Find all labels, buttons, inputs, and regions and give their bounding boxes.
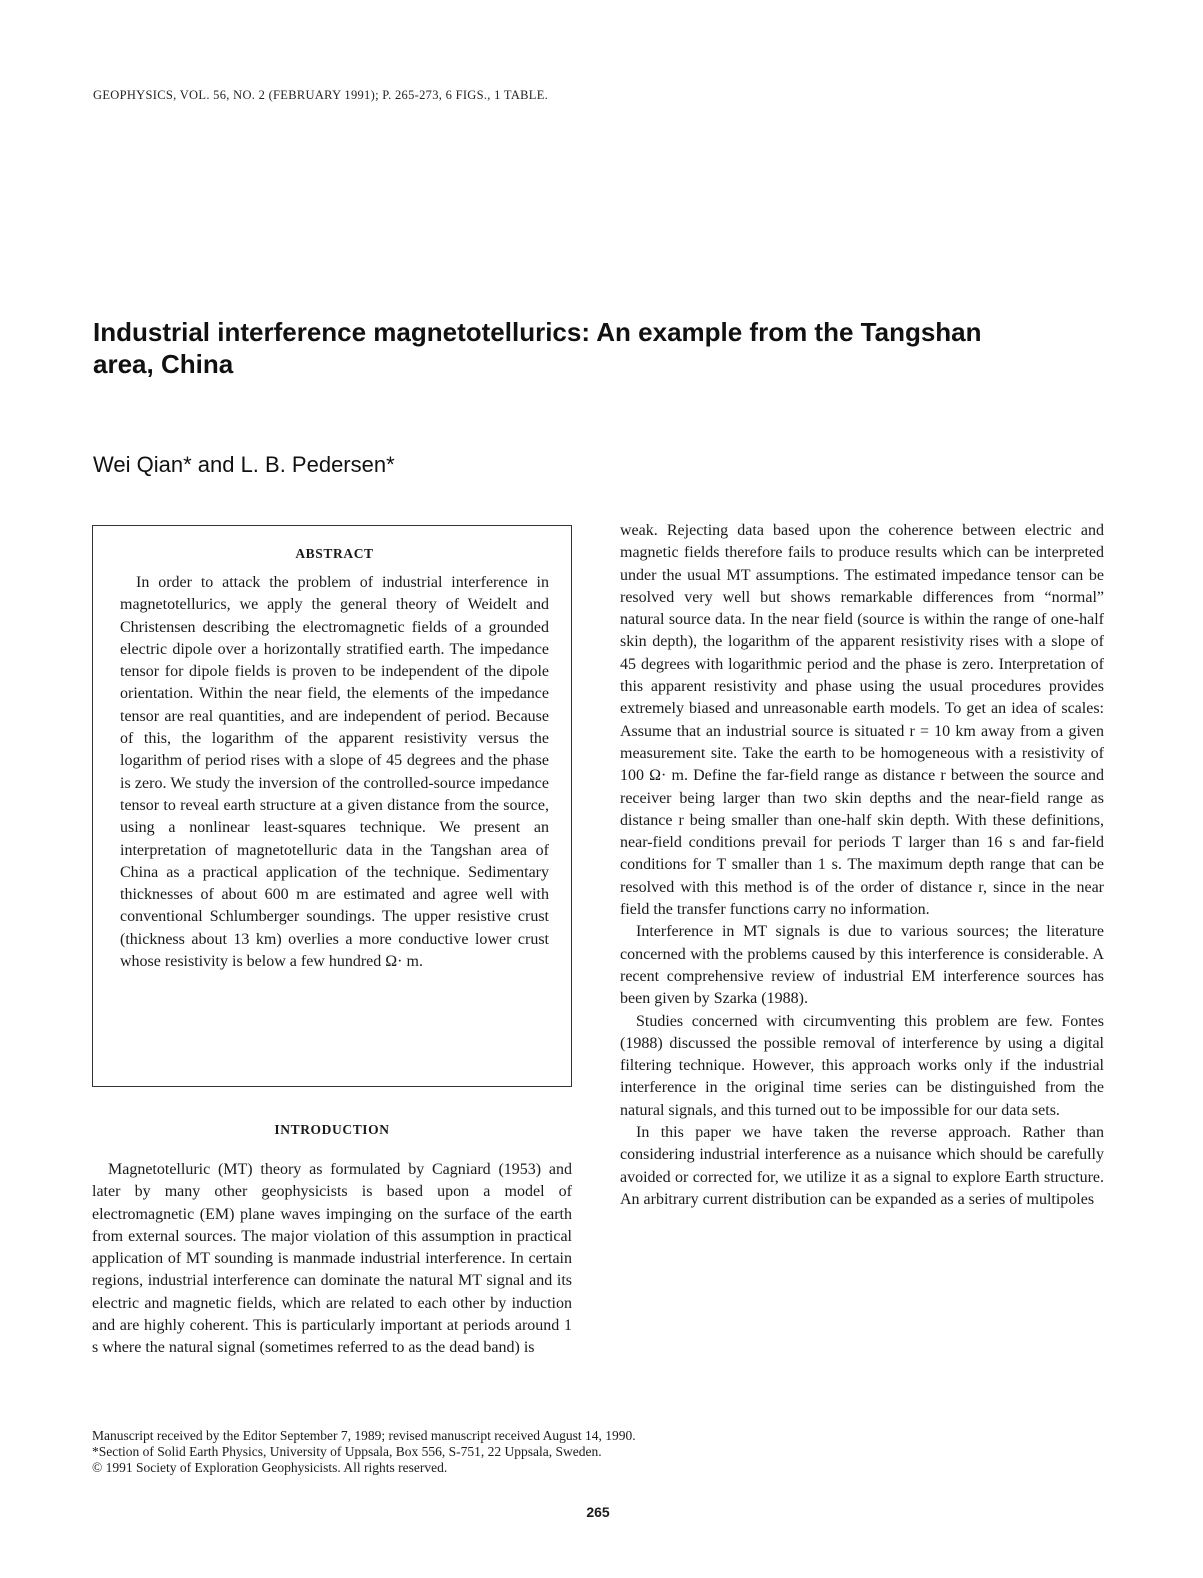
abstract-heading: ABSTRACT [295,546,374,561]
footnote-received: Manuscript received by the Editor September 7, 1989; revised manuscript received August 14, 1990. [92,1428,636,1443]
page-number: 265 [586,1504,610,1520]
author-line: Wei Qian* and L. B. Pedersen* [93,452,395,477]
abstract-text: In order to attack the problem of industrial interference in magnetotellurics, we apply the general theory of Weidelt and Christensen describing the electromagnetic fields of a grounded electric dipole over a horizontally stratified earth. The impedance tensor for dipole fields is proven to be independent of the dipole orientation. Within the near field, the elements of the impedance tensor are real quantities, and are independent of period. Because of this, the logarithm of the apparent resistivity versus the logarithm of period rises with a slope of 45 degrees and the phase is zero. We study the inversion of the controlled-source impedance tensor to reveal earth structure at a given distance from the source, using a nonlinear least-squares technique. We present an interpretation of magnetotelluric data in the Tangshan area of China as a practical application of the technique. Sedimentary thicknesses of about 600 m are estimated and agree well with conventional Schlumberger soundings. The upper resistive crust (thickness about 13 km) overlies a more conductive lower crust whose resistivity is below a few hundred Ω· m. [120,574,549,971]
footnote-copyright: © 1991 Society of Exploration Geophysicists. All rights reserved. [92,1460,448,1475]
right-column [620,520,1104,1211]
running-head: GEOPHYSICS, VOL. 56, NO. 2 (FEBRUARY 1991); P. 265-273, 6 FIGS., 1 TABLE. [93,88,549,102]
body-paragraph: weak. Rejecting data based upon the coherence between electric and magnetic fields therefore fails to produce results which can be interpreted under the usual MT assumptions. The estimated impedance tensor can be resolved very well but shows remarkable differences from “normal” natural source data. In the near field (source is within the range of one-half skin depth), the logarithm of the apparent resistivity rises with a slope of 45 degrees with logarithmic period and the phase is zero. Interpretation of this apparent resistivity and phase using the usual procedures provides extremely biased and unreasonable earth models. To get an idea of scales: Assume that an industrial source is situated r = 10 km away from a given measurement site. Take the earth to be homogeneous with a resistivity of 100 Ω· m. Define the far-field range as distance r between the source and receiver being larger than two skin depths and the near-field range as distance r being smaller than one-half skin depth. With these definitions, near-field conditions prevail for periods T larger than 16 s and far-field conditions for T smaller than 1 s. The maximum depth range that can be resolved with this method is of the order of distance r, since in the near field the transfer functions carry no information. [620,522,1104,919]
article-title: Industrial interference magnetotellurics: An example from the Tangshan area, China [93,317,982,379]
footnotes [92,1428,832,1476]
left-column [92,1159,572,1360]
introduction-paragraph: Magnetotelluric (MT) theory as formulated by Cagniard (1953) and later by many other geophysicists is based upon a model of electromagnetic (EM) plane waves impinging on the surface of the earth from external sources. The major violation of this assumption in practical application of MT sounding is manmade industrial interference. In certain regions, industrial interference can dominate the natural MT signal and its electric and magnetic fields, which are related to each other by induction and are highly coherent. This is particularly important at periods around 1 s where the natural signal (sometimes referred to as the dead band) is [92,1161,572,1357]
body-paragraph: Interference in MT signals is due to various sources; the literature concerned with the problems caused by this interference is considerable. A recent comprehensive review of industrial EM interference sources has been given by Szarka (1988). [620,923,1104,1008]
footnote-affiliation: *Section of Solid Earth Physics, University of Uppsala, Box 556, S-751, 22 Uppsala, Sweden. [92,1444,602,1459]
body-paragraph: In this paper we have taken the reverse approach. Rather than considering industrial interference as a nuisance which should be carefully avoided or corrected for, we utilize it as a signal to explore Earth structure. An arbitrary current distribution can be expanded as a series of multipoles [620,1124,1104,1208]
body-paragraph: Studies concerned with circumventing this problem are few. Fontes (1988) discussed the possible removal of interference by using a digital filtering technique. However, this approach works only if the industrial interference in the original time series can be distinguished from the natural signals, and this turned out to be impossible for our data sets. [620,1012,1104,1119]
introduction-heading: INTRODUCTION [274,1122,390,1137]
abstract-box [92,525,572,1087]
